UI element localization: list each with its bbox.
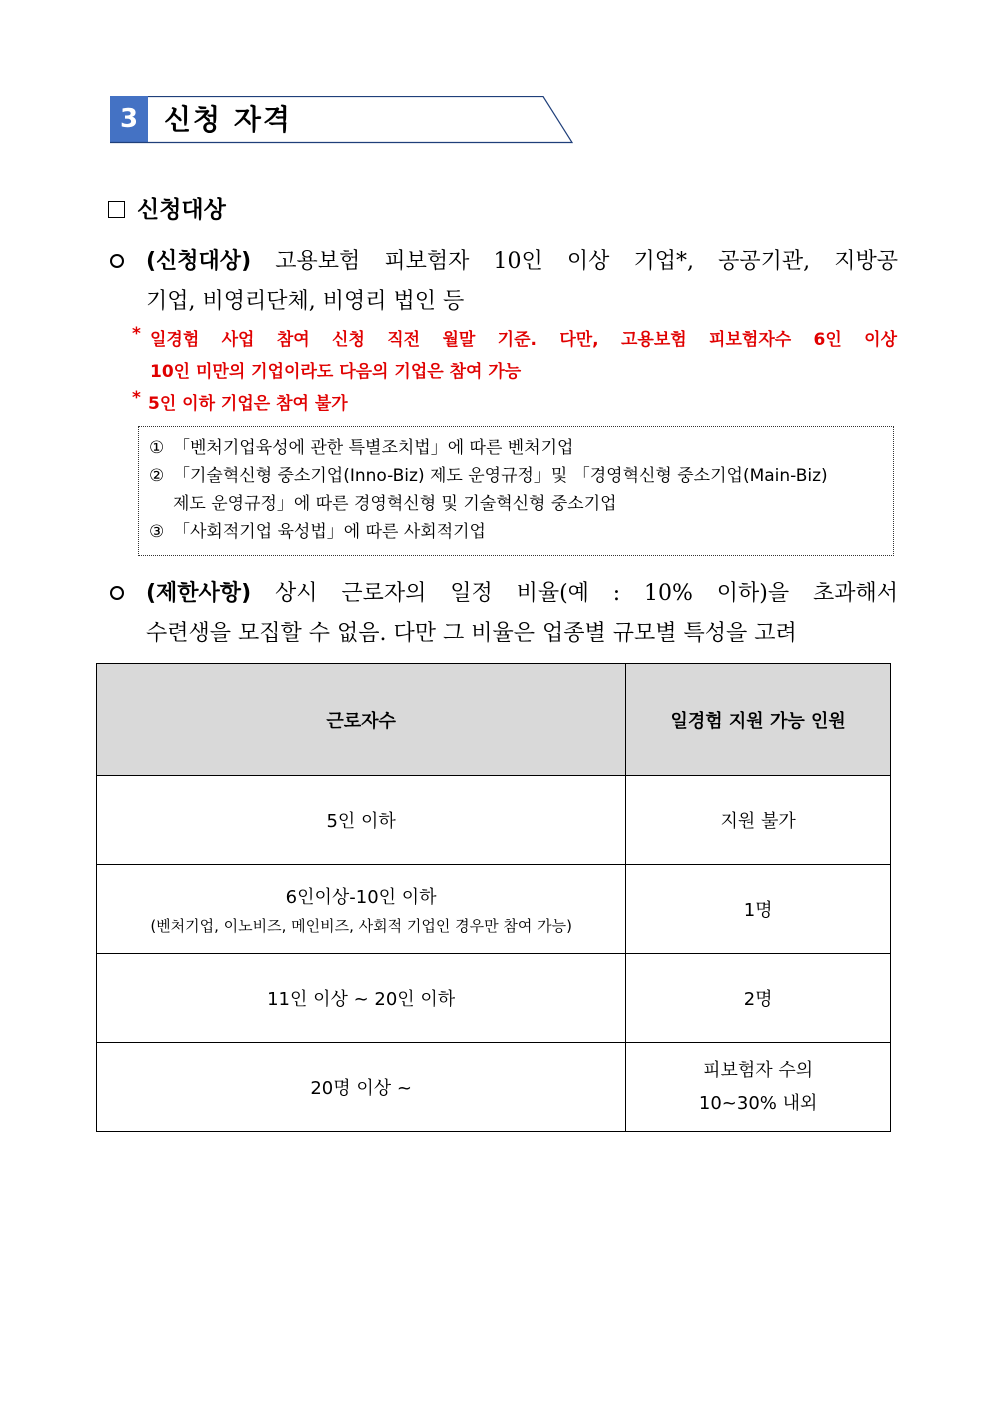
support-table — [96, 663, 891, 1132]
cell-support-line-2: 10~30% 내외 — [698, 1093, 818, 1114]
item-line-2: 기업, 비영리단체, 비영리 법인 등 — [146, 289, 465, 314]
box-item-number: ① — [149, 438, 165, 458]
section-number: 3 — [119, 104, 139, 134]
cell-workers-main: 6인이상-10인 이하 — [285, 886, 437, 908]
note-1-line-2: 10인 미만의 기업이라도 다음의 기업은 참여 가능 — [150, 362, 522, 382]
note-2 — [132, 388, 897, 420]
sub-heading-text: 신청대상 — [137, 197, 226, 223]
eligible-companies-box — [138, 426, 894, 556]
note-2-line-1: 5인 이하 기업은 참여 불가 — [148, 394, 348, 414]
item-restrictions — [110, 574, 898, 654]
item-line-2: 수련생을 모집할 수 없음. 다만 그 비율은 업종별 규모별 특성을 고려 — [146, 621, 797, 646]
item-line-1 — [146, 242, 898, 282]
note-1 — [132, 324, 897, 388]
header-support: 일경험 지원 가능 인원 — [626, 664, 891, 776]
table-header-row — [97, 664, 891, 776]
item-label: (제한사항) — [146, 581, 252, 606]
sub-heading — [108, 193, 226, 227]
section-title: 신청 자격 — [164, 103, 292, 136]
table-row — [97, 1043, 891, 1132]
cell-workers: 5인 이하 — [97, 776, 626, 865]
item-text: 상시 근로자의 일정 비율(예 : 10% 이하)을 초과해서 — [251, 581, 898, 606]
item-text: 고용보험 피보험자 10인 이상 기업*, 공공기관, 지방공 — [251, 249, 898, 274]
box-item-text: 「사회적기업 육성법」에 따른 사회적기업 — [173, 522, 486, 542]
square-bullet-icon — [108, 201, 125, 218]
cell-support — [626, 1043, 891, 1132]
box-item-number: ② — [149, 466, 165, 486]
item-label: (신청대상) — [146, 249, 252, 274]
cell-workers: 20명 이상 ~ — [97, 1043, 626, 1132]
cell-workers: 11인 이상 ~ 20인 이하 — [97, 954, 626, 1043]
box-item-number: ③ — [149, 522, 165, 542]
box-item-text: 「기술혁신형 중소기업(Inno-Biz) 제도 운영규정」및 「경영혁신형 중소기업(Main-Biz) — [173, 466, 828, 486]
circle-bullet-icon — [110, 586, 124, 600]
cell-support: 지원 불가 — [626, 776, 891, 865]
item-applicants — [110, 242, 898, 322]
cell-support: 1명 — [626, 865, 891, 954]
box-item — [149, 462, 828, 490]
box-item-text: 「벤처기업육성에 관한 특별조치법」에 따른 벤처기업 — [173, 438, 574, 458]
item-line-1 — [146, 574, 898, 614]
table-row — [97, 954, 891, 1043]
box-item-continuation: 제도 운영규정」에 따른 경영혁신형 및 기술혁신형 중소기업 — [173, 494, 617, 514]
note-1-line-1: 일경험 사업 참여 신청 직전 월말 기준. 다만, 고용보험 피보험자수 6인 이상 — [150, 330, 897, 350]
table-row — [97, 776, 891, 865]
section-header — [110, 96, 573, 144]
asterisk-mark: * — [132, 388, 141, 408]
circle-bullet-icon — [110, 254, 124, 268]
cell-workers — [97, 865, 626, 954]
cell-workers-note: (벤처기업, 이노비즈, 메인비즈, 사회적 기업인 경우만 참여 가능) — [150, 916, 572, 935]
cell-support: 2명 — [626, 954, 891, 1043]
table-row — [97, 865, 891, 954]
cell-support-line-1: 피보험자 수의 — [703, 1060, 814, 1081]
box-item — [149, 518, 486, 546]
box-item — [149, 434, 573, 462]
header-workers: 근로자수 — [97, 664, 626, 776]
asterisk-mark: * — [132, 324, 141, 344]
